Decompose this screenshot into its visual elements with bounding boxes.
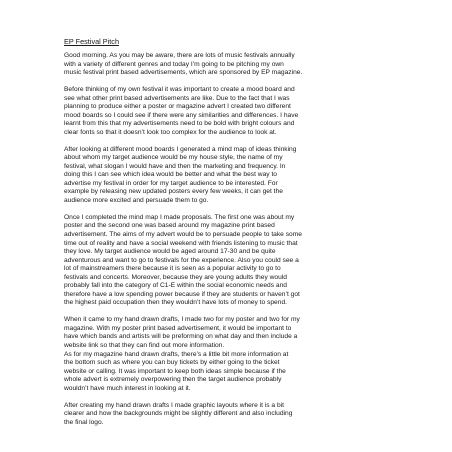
text-line: advertisement. The aims of my advert would be to persuade people to take some (64, 231, 302, 239)
text-line: website or calling. It was important to keep both ideas simple because if the (64, 367, 286, 375)
text-line: planning to produce either a poster or magazine advert I created two different (64, 103, 291, 111)
text-line: the highest paid occupation then they wouldn’t have lots of money to spend. (64, 299, 287, 307)
text-line: clear fonts so that it doesn’t look too complex for the audience to look at. (64, 128, 277, 136)
text-line: clearer and how the backgrounds might be slightly different and also including (64, 410, 293, 418)
text-line: When it came to my hand drawn drafts, I made two for my poster and two for my (64, 316, 300, 324)
paragraph-drafts-poster (64, 316, 388, 350)
text-line: poster and the second one was based around my magazine print based (64, 222, 275, 230)
text-line: whole advert is extremely overpowering then the target audience probably (64, 376, 282, 384)
paragraph-mood-board (64, 86, 388, 137)
text-line: website link so that they can find out more information. (64, 341, 225, 349)
text-line: see what other print based advertisements are like. Due to the fact that I was (64, 94, 290, 102)
text-line: adventurous and want to go to festivals for the experience. Also you could see a (64, 256, 299, 264)
text-line: wouldn’t have much interest in looking at it. (64, 384, 191, 392)
text-line: learnt from this that my advertisements need to be bold with bright colours and (64, 120, 295, 128)
text-line: therefore have a low spending power because if they are students or haven’t got (64, 290, 300, 298)
text-line: After creating my hand drawn drafts I made graphic layouts where it is a bit (64, 401, 284, 409)
text-line: they love. My target audience would be aged around 17-30 and be quite (64, 248, 276, 256)
paragraph-drafts-magazine (64, 351, 388, 394)
text-line: with a variety of different genres and today I’m going to be pitching my own (64, 60, 284, 68)
text-line: mood boards so I could see if there were any similarities and differences. I have (64, 111, 299, 119)
text-line: time out of reality and have a social weekend with friends listening to music that (64, 239, 298, 247)
text-line: Before thinking of my own festival it was important to create a mood board and (64, 86, 295, 94)
paragraph-mind-map (64, 146, 388, 206)
text-line: doing this I can see which idea would be better and what the best way to (64, 171, 278, 179)
text-line: audience more excited and persuade them to go. (64, 196, 209, 204)
text-line: As for my magazine hand drawn drafts, there’s a little bit more information at (64, 350, 289, 358)
text-line: festivals and concerts. Moreover, because they are young adults they would (64, 273, 287, 281)
text-line: the bottom such as where you can buy tickets by either going to the ticket (64, 359, 280, 367)
text-line: music festival print based advertisements, which are sponsored by EP magazine. (64, 69, 303, 77)
text-line: festival, what slogan I would have and then the marketing and frequency. In (64, 162, 286, 170)
paragraph-graphic-layouts (64, 402, 388, 428)
text-line: Once I completed the mind map I made proposals. The first one was about my (64, 213, 295, 221)
text-line: magazine. With my poster print based advertisement, it would be important to (64, 324, 292, 332)
text-line: have which bands and artists will be preforming on what day and then include a (64, 333, 298, 341)
text-line: Good morning. As you may be aware, there are lots of music festivals annually (64, 52, 295, 59)
text-line: the final logo. (64, 418, 104, 426)
text-line: about whom my target audience would be my house style, the name of my (64, 154, 283, 162)
text-line: lot of mainstreamers there because it is seen as a popular activity to go to (64, 265, 281, 273)
text-line: After looking at different mood boards I generated a mind map of ideas thinking (64, 145, 297, 153)
text-line: probably fall into the category of C1-E within the social economic needs and (64, 282, 287, 290)
paragraph-proposals (64, 214, 388, 308)
text-line: advertise my festival in order for my target audience to be interested. For (64, 179, 278, 187)
paragraph-intro (64, 52, 388, 78)
text-line: example by releasing new updated posters every few weeks, it can get the (64, 188, 283, 196)
document-title: EP Festival Pitch (64, 37, 120, 46)
